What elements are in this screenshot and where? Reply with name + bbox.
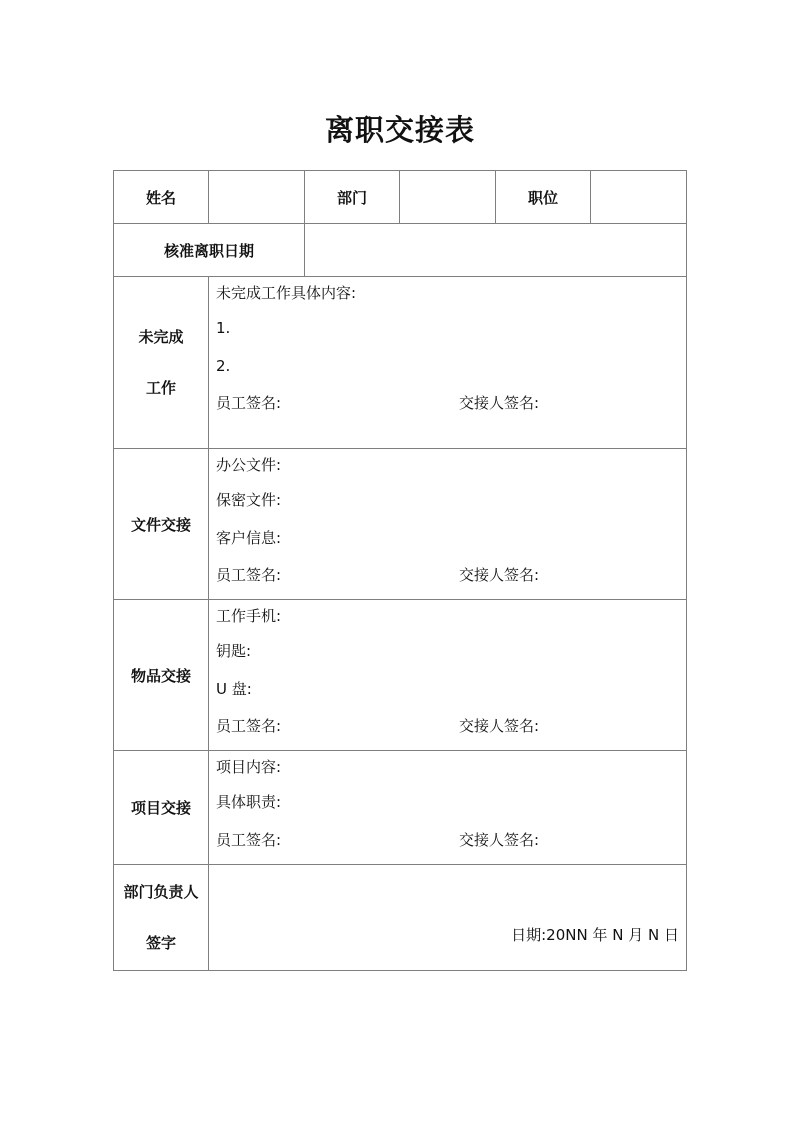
usb-drive-line: U 盘: bbox=[216, 679, 252, 698]
receiver-signature-label: 交接人签名: bbox=[459, 394, 540, 412]
customer-info-line: 客户信息: bbox=[216, 528, 282, 547]
unfinished-work-label bbox=[114, 277, 209, 449]
unfinished-work-row bbox=[114, 277, 687, 449]
responsibilities-line: 具体职责: bbox=[216, 793, 282, 811]
unfinished-signature-line bbox=[216, 385, 678, 423]
employee-signature-label: 员工签名: bbox=[216, 394, 282, 412]
name-label: 姓名 bbox=[114, 171, 209, 224]
manager-signature-label bbox=[114, 865, 209, 971]
file-signature-line bbox=[216, 557, 678, 595]
employee-info-row bbox=[114, 171, 687, 224]
receiver-signature-label: 交接人签名: bbox=[459, 717, 540, 735]
unfinished-work-label-line2: 工作 bbox=[145, 378, 176, 397]
goods-signature-line bbox=[216, 708, 678, 746]
unfinished-item-1: 1. bbox=[216, 319, 231, 337]
resign-date-field[interactable] bbox=[305, 224, 687, 277]
employee-signature-label: 员工签名: bbox=[216, 566, 282, 584]
unfinished-work-content[interactable] bbox=[209, 277, 687, 449]
handover-form-table bbox=[113, 170, 687, 971]
name-field[interactable] bbox=[209, 171, 305, 224]
goods-handover-row bbox=[114, 600, 687, 751]
file-handover-row bbox=[114, 449, 687, 600]
unfinished-item-2: 2. bbox=[216, 356, 231, 375]
project-content-line: 项目内容: bbox=[216, 758, 282, 776]
file-handover-label: 文件交接 bbox=[114, 449, 209, 600]
unfinished-detail-line: 未完成工作具体内容: bbox=[216, 284, 357, 302]
work-phone-line: 工作手机: bbox=[216, 607, 282, 625]
goods-handover-label: 物品交接 bbox=[114, 600, 209, 751]
office-files-line: 办公文件: bbox=[216, 456, 282, 474]
manager-signature-field[interactable] bbox=[209, 865, 687, 971]
project-signature-line bbox=[216, 822, 678, 860]
signature-date: 日期:20NN 年 N 月 N 日 bbox=[511, 926, 679, 944]
resign-date-row bbox=[114, 224, 687, 277]
project-handover-label: 项目交接 bbox=[114, 751, 209, 865]
keys-line: 钥匙: bbox=[216, 642, 252, 660]
employee-signature-label: 员工签名: bbox=[216, 717, 282, 735]
manager-signature-row bbox=[114, 865, 687, 971]
project-handover-row bbox=[114, 751, 687, 865]
file-handover-content[interactable] bbox=[209, 449, 687, 600]
manager-label-line1: 部门负责人 bbox=[123, 882, 199, 901]
project-handover-content[interactable] bbox=[209, 751, 687, 865]
unfinished-work-label-line1: 未完成 bbox=[138, 327, 184, 346]
employee-signature-label: 员工签名: bbox=[216, 830, 282, 849]
form-title: 离职交接表 bbox=[324, 113, 475, 147]
department-label: 部门 bbox=[305, 171, 400, 224]
position-field[interactable] bbox=[591, 171, 687, 224]
receiver-signature-label: 交接人签名: bbox=[459, 830, 540, 849]
confidential-files-line: 保密文件: bbox=[216, 491, 282, 509]
manager-label-line2: 签字 bbox=[145, 933, 176, 952]
position-label: 职位 bbox=[496, 171, 591, 224]
resign-date-label: 核准离职日期 bbox=[114, 224, 305, 277]
department-field[interactable] bbox=[400, 171, 496, 224]
goods-handover-content[interactable] bbox=[209, 600, 687, 751]
receiver-signature-label: 交接人签名: bbox=[459, 566, 540, 584]
